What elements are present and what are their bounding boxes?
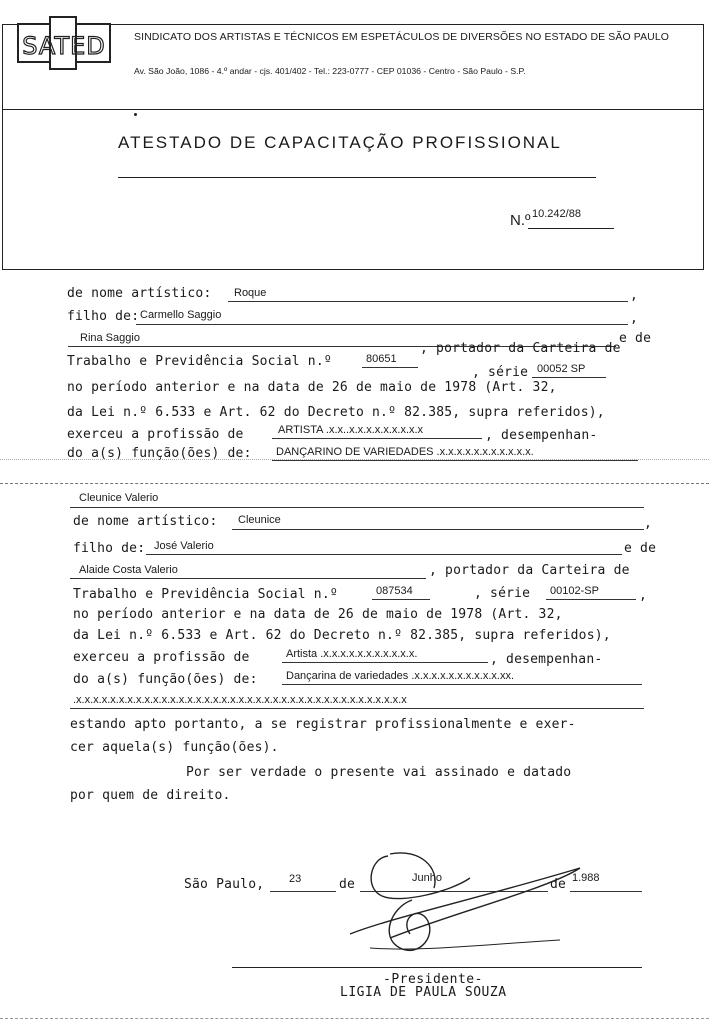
letterhead-divider bbox=[3, 109, 703, 110]
title-underline bbox=[118, 177, 596, 178]
r2-profession: Artista .x.x.x.x.x.x.x.x.x.x.x. bbox=[286, 648, 418, 660]
r2-father-line bbox=[146, 554, 622, 555]
signature-line bbox=[232, 967, 642, 968]
r1-label-function: do a(s) função(ões) de: bbox=[67, 446, 252, 461]
r2-artistic-line bbox=[232, 529, 644, 530]
r2-label-serie: , série bbox=[474, 586, 531, 601]
r2-mother: Alaide Costa Valerio bbox=[79, 564, 178, 576]
r2-function: Dançarina de variedades .x.x.x.x.x.x.x.x.x.x.xx. bbox=[286, 670, 515, 682]
r2-label-profession: exerceu a profissão de bbox=[73, 650, 250, 665]
r1-and: e de bbox=[619, 331, 652, 346]
r2-law: da Lei n.º 6.533 e Art. 62 do Decreto n.º 82.385, supra referidos), bbox=[73, 628, 611, 643]
paper-cut-line bbox=[0, 483, 709, 484]
date-day: 23 bbox=[289, 873, 302, 885]
r1-portador: , portador da Carteira de bbox=[420, 341, 621, 356]
closing-1: Por ser verdade o presente vai assinado e datado bbox=[186, 765, 572, 780]
r1-desemp: , desempenhan- bbox=[485, 428, 598, 443]
paper-fold-line bbox=[0, 459, 709, 460]
r1-serie: 00052 SP bbox=[537, 363, 586, 375]
number-label: N.º bbox=[510, 212, 531, 229]
date-de-2: de bbox=[550, 877, 567, 892]
r2-apt-2: cer aquela(s) função(ões). bbox=[70, 740, 279, 755]
sated-logo-icon bbox=[14, 14, 114, 72]
r1-ctps-line bbox=[362, 367, 418, 368]
r1-label-ctps: Trabalho e Previdência Social n.º bbox=[67, 354, 332, 369]
r1-label-son: filho de: bbox=[67, 309, 140, 324]
date-city: São Paulo, bbox=[184, 877, 265, 892]
r2-serie-line bbox=[546, 599, 636, 600]
closing-2: por quem de direito. bbox=[70, 788, 231, 803]
r2-label-function: do a(s) função(ões) de: bbox=[73, 672, 258, 687]
r2-label-son: filho de: bbox=[73, 541, 146, 556]
r2-desemp: , desempenhan- bbox=[490, 652, 603, 667]
r2-profession-line bbox=[282, 662, 488, 663]
signer-name: LIGIA DE PAULA SOUZA bbox=[340, 985, 507, 1000]
logo-lettering: SATED bbox=[22, 32, 106, 60]
union-address: Av. São João, 1086 - 4.º andar - cjs. 401/402 - Tel.: 223-0777 - CEP 01036 - Centro - São Paulo - S.P. bbox=[134, 66, 526, 76]
union-name: SINDICATO DOS ARTISTAS E TÉCNICOS EM ESPETÁCULOS DE DIVERSÕES NO ESTADO DE SÃO PAULO bbox=[134, 31, 670, 43]
r2-function-cont-line bbox=[70, 708, 644, 709]
r1-label-profession: exerceu a profissão de bbox=[67, 427, 244, 442]
r2-function-line bbox=[282, 684, 642, 685]
r2-father: José Valerio bbox=[154, 540, 214, 552]
r2-label-ctps: Trabalho e Previdência Social n.º bbox=[73, 587, 338, 602]
r1-label-serie: , série bbox=[472, 365, 529, 380]
r1-label-artistic: de nome artístico: bbox=[67, 286, 212, 301]
date-de-1: de bbox=[339, 877, 356, 892]
r2-comma: , bbox=[644, 516, 653, 531]
scan-edge-noise bbox=[0, 1018, 709, 1019]
r2-label-artistic: de nome artístico: bbox=[73, 514, 218, 529]
r2-apt-1: estando apto portanto, a se registrar profissionalmente e exer- bbox=[70, 717, 576, 732]
r2-artistic-name: Cleunice bbox=[238, 514, 281, 526]
ink-dot bbox=[134, 113, 137, 116]
r1-profession: ARTISTA .x.x..x.x.x.x.x.x.x.x.x bbox=[278, 424, 424, 436]
r1-serie-line bbox=[532, 377, 606, 378]
r1-ctps: 80651 bbox=[366, 353, 397, 365]
r2-portador: , portador da Carteira de bbox=[429, 563, 630, 578]
r2-period: no período anterior e na data de 26 de maio de 1978 (Art. 32, bbox=[73, 607, 563, 622]
r1-father: Carmello Saggio bbox=[140, 309, 222, 321]
r1-function-line bbox=[272, 460, 638, 461]
date-year: 1.988 bbox=[572, 872, 600, 884]
r1-comma: , bbox=[630, 288, 639, 303]
r1-law: da Lei n.º 6.533 e Art. 62 do Decreto n.º 82.385, supra referidos), bbox=[67, 405, 605, 420]
r1-comma: , bbox=[630, 311, 639, 326]
r2-name: Cleunice Valerio bbox=[79, 492, 159, 504]
r2-serie: 00102-SP bbox=[550, 585, 599, 597]
date-day-line bbox=[270, 891, 336, 892]
r2-name-line bbox=[70, 507, 644, 508]
r2-and: e de bbox=[624, 541, 657, 556]
number-value: 10.242/88 bbox=[532, 208, 581, 220]
r2-ctps: 087534 bbox=[376, 585, 413, 597]
r2-ctps-line bbox=[372, 599, 430, 600]
r1-father-line bbox=[136, 324, 628, 325]
signer-role: -Presidente- bbox=[383, 972, 483, 987]
r1-artistic-line bbox=[228, 301, 628, 302]
number-underline bbox=[528, 228, 614, 229]
r1-profession-line bbox=[272, 438, 482, 439]
r2-mother-line bbox=[70, 578, 426, 579]
signature-scribble-icon bbox=[330, 848, 650, 968]
document-title: ATESTADO DE CAPACITAÇÃO PROFISSIONAL bbox=[118, 133, 562, 152]
r1-function: DANÇARINO DE VARIEDADES .x.x.x.x.x.x.x.x.x.x.x. bbox=[276, 446, 534, 458]
r1-artistic-name: Roque bbox=[234, 287, 267, 299]
r2-function-cont: .x.x.x.x.x.x.x.x.x.x.x.x.x.x.x.x.x.x.x.x.x.x.x.x.x.x.x.x.x.x.x.x.x.x.x.x.x.x.x bbox=[73, 694, 407, 706]
date-month: Junho bbox=[412, 872, 442, 884]
r2-comma: , bbox=[639, 588, 648, 603]
r1-period: no período anterior e na data de 26 de maio de 1978 (Art. 32, bbox=[67, 380, 557, 395]
r1-mother: Rina Saggio bbox=[80, 332, 140, 344]
